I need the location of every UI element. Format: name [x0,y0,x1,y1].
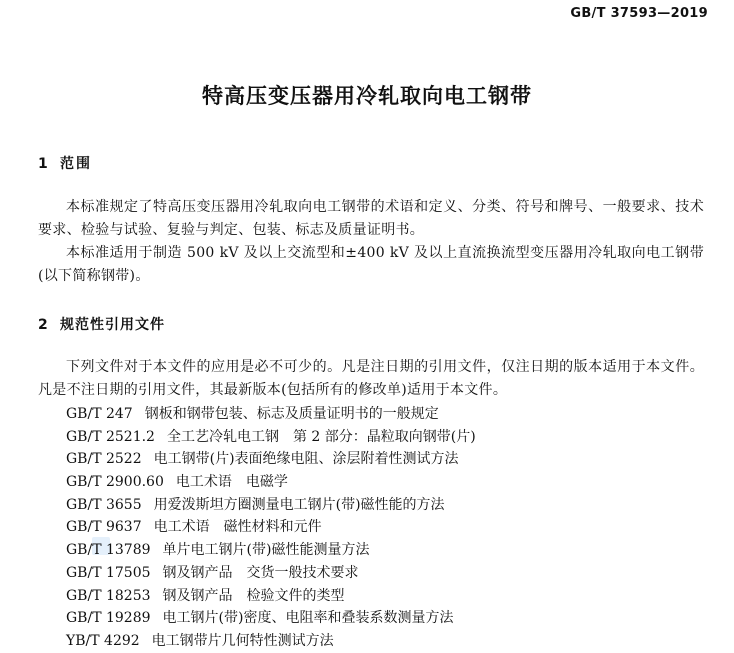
section-1-number: 1 [38,156,48,172]
reference-item [66,426,476,449]
reference-item [66,516,476,539]
reference-code: GB/T 17505 [66,564,151,581]
reference-item [66,403,476,426]
section-2-title: 规范性引用文件 [60,317,165,333]
section-2-heading [38,314,165,334]
scope-paragraph-2: 本标准适用于制造 500 kV 及以上交流型和±400 kV 及以上直流换流型变压器用冷轧取向电工钢带(以下简称钢带)。 [38,245,704,284]
reference-item [66,448,476,471]
normative-references-intro: 下列文件对于本文件的应用是必不可少的。凡是注日期的引用文件，仅注日期的版本适用于本文件。凡是不注日期的引用文件，其最新版本(包括所有的修改单)适用于本文件。 [38,359,704,398]
reference-title: 单片电工钢片(带)磁性能测量方法 [162,542,370,559]
section-2-number: 2 [38,317,48,333]
reference-code: GB/T 13789 [66,542,151,559]
reference-item [66,562,476,585]
reference-code: GB/T 18253 [66,587,151,604]
reference-title: 电工术语 电磁学 [175,474,288,491]
reference-title: 电工钢带(片)表面绝缘电阻、涂层附着性测试方法 [153,451,459,468]
reference-item [66,585,476,608]
reference-code: GB/T 2521.2 [66,428,155,445]
reference-code: GB/T 2522 [66,451,142,468]
reference-item [66,630,476,653]
reference-list [66,403,476,653]
scope-paragraph-1: 本标准规定了特高压变压器用冷轧取向电工钢带的术语和定义、分类、符号和牌号、一般要求、技术要求、检验与试验、复验与判定、包装、标志及质量证明书。 [38,199,704,238]
section-1-heading [38,153,92,173]
section-1-title: 范围 [60,156,92,172]
reference-code: GB/T 9637 [66,519,142,536]
reference-code: GB/T 3655 [66,496,142,513]
reference-code: YB/T 4292 [66,632,140,649]
reference-item [66,471,476,494]
reference-title: 钢及钢产品 检验文件的类型 [162,587,345,604]
reference-title: 电工术语 磁性材料和元件 [153,519,322,536]
reference-title: 钢板和钢带包装、标志及质量证明书的一般规定 [144,406,439,422]
reference-item [66,539,476,562]
reference-title: 全工艺冷轧电工钢 第 2 部分：晶粒取向钢带(片) [166,428,476,445]
reference-title: 电工钢带片几何特性测试方法 [151,632,334,649]
reference-code: GB/T 247 [66,406,133,422]
standard-number: GB/T 37593—2019 [570,6,708,21]
reference-title: 电工钢片(带)密度、电阻率和叠装系数测量方法 [162,610,454,627]
reference-code: GB/T 2900.60 [66,474,164,491]
reference-code: GB/T 19289 [66,610,151,627]
reference-title: 钢及钢产品 交货一般技术要求 [162,564,359,581]
reference-title: 用爱泼斯坦方圈测量电工钢片(带)磁性能的方法 [153,496,445,513]
reference-item [66,607,476,630]
document-title: 特高压变压器用冷轧取向电工钢带 [202,84,532,108]
reference-item [66,494,476,517]
